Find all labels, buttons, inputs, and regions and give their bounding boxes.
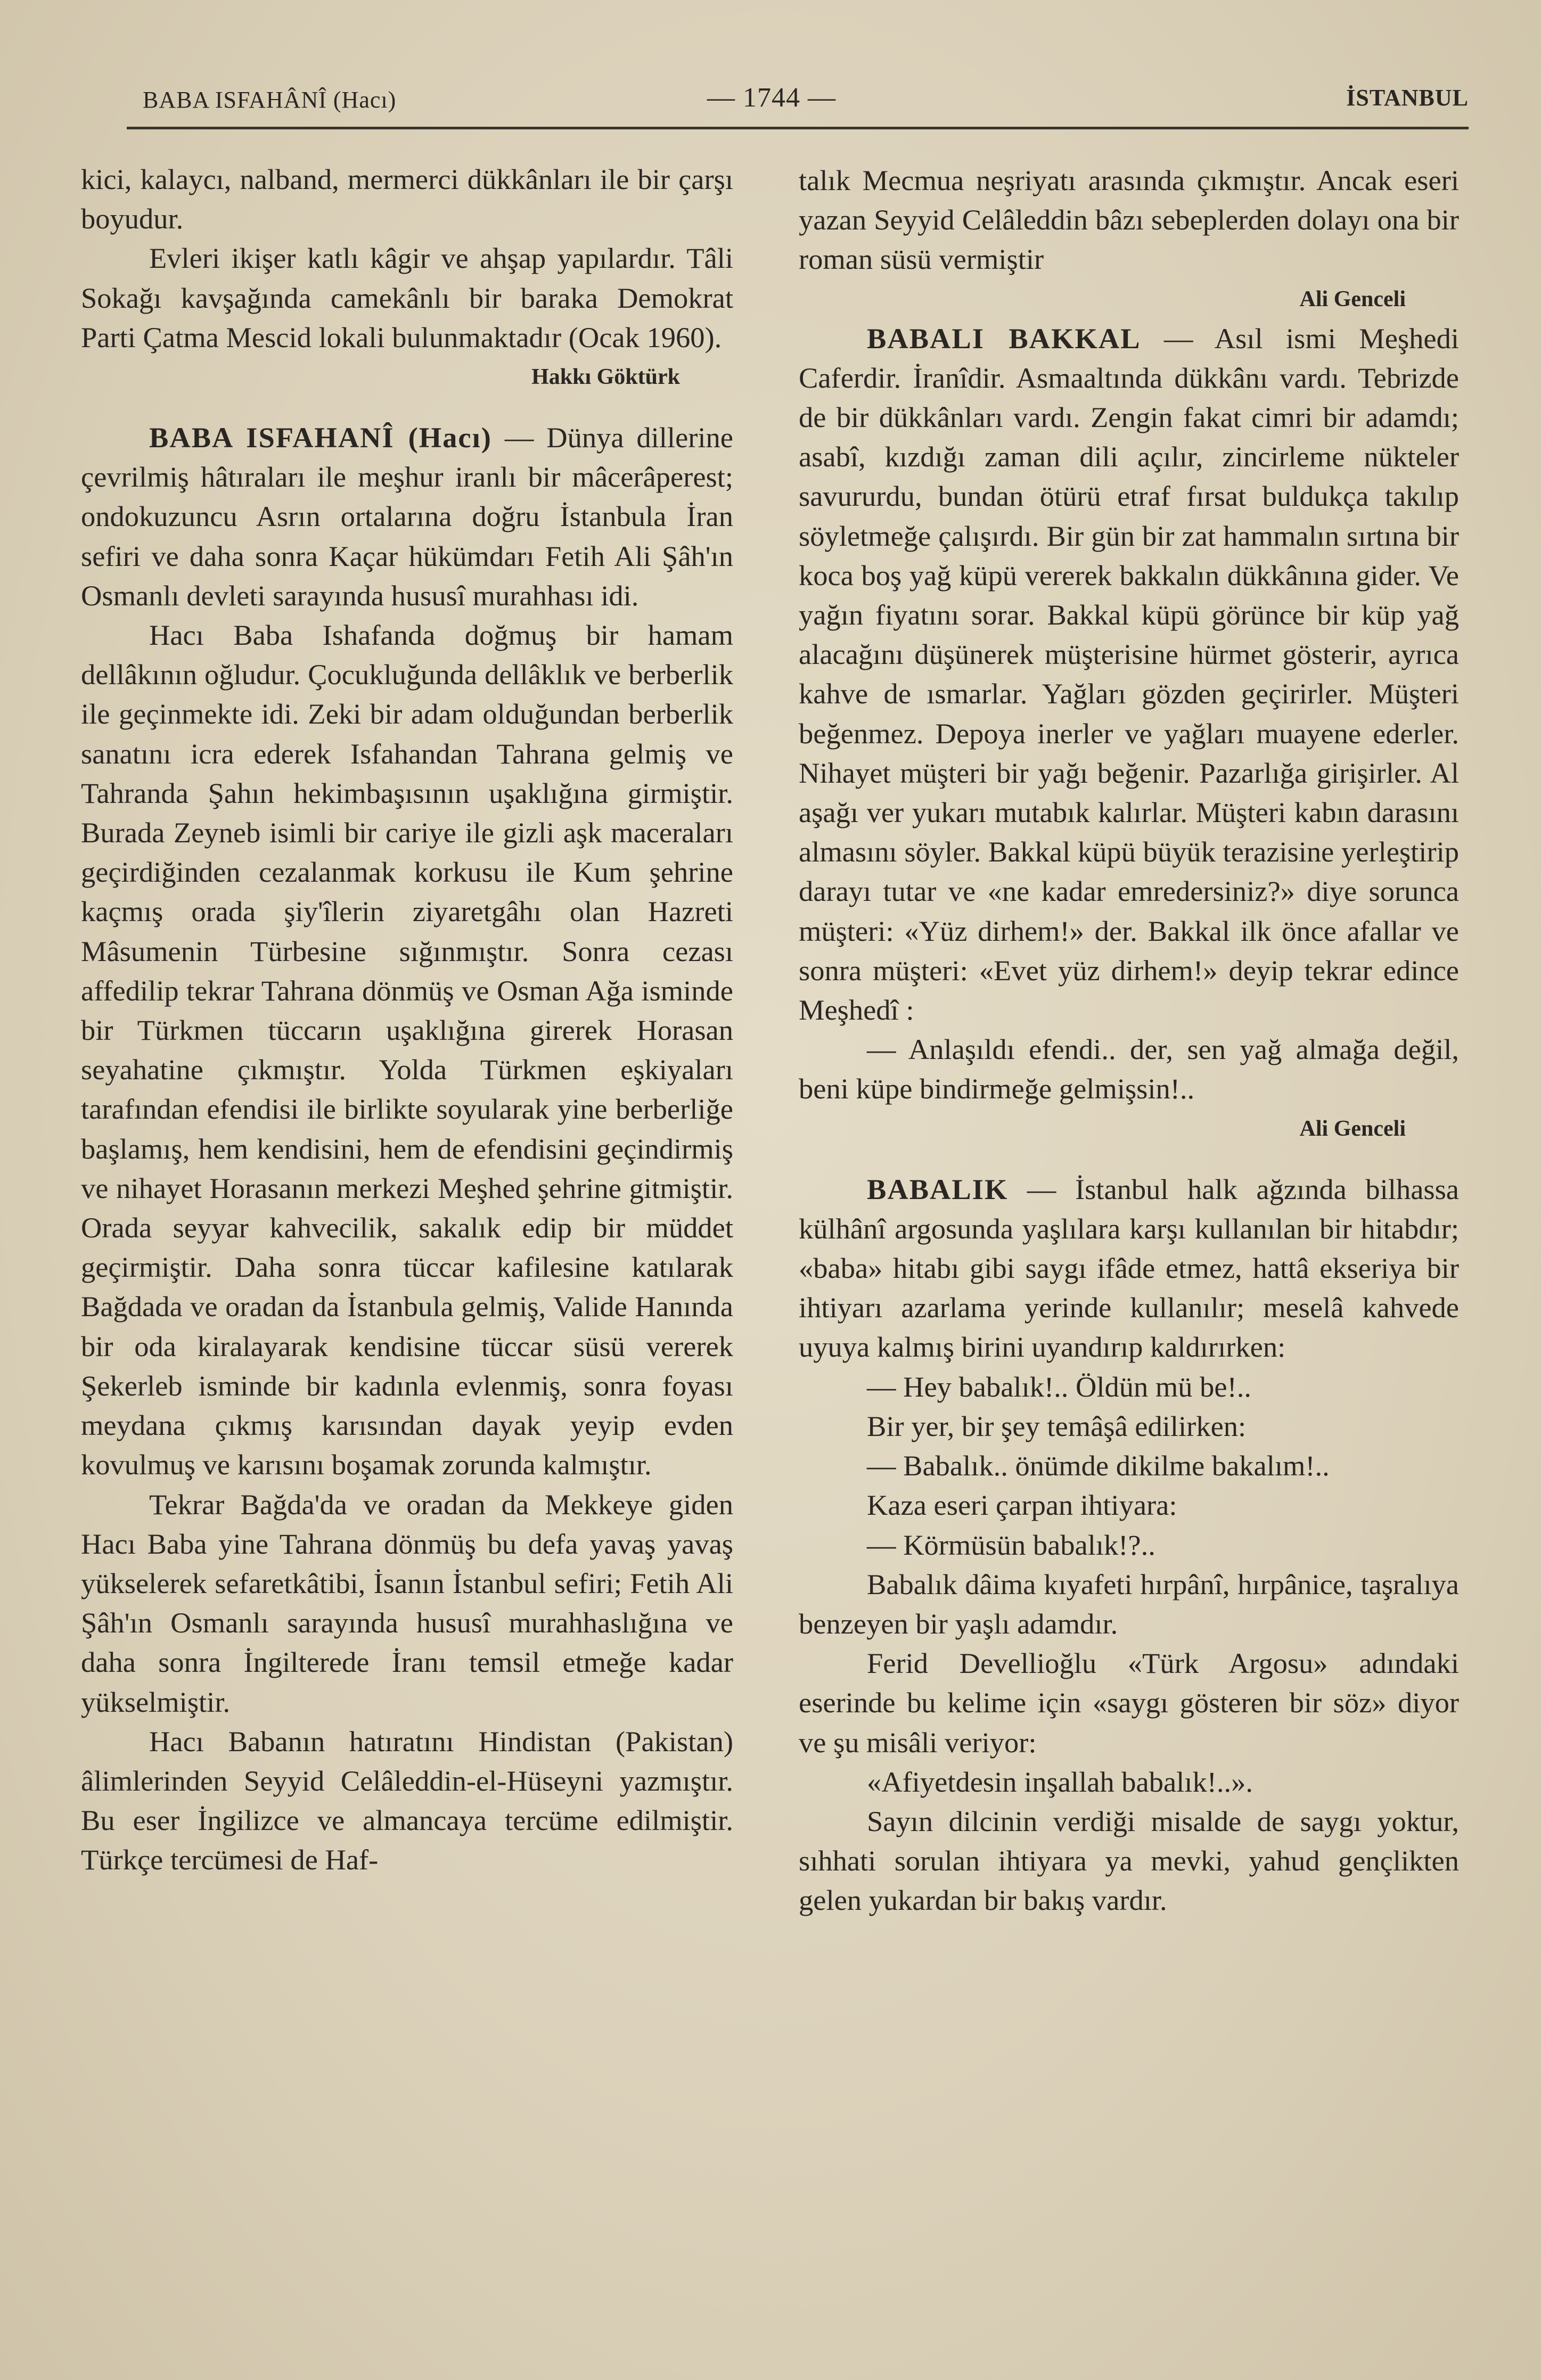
paragraph: Babalık dâima kıyafeti hırpânî, hırpânice, taşralıya benzeyen bir yaşlı adamdır. xyxy=(799,1567,1459,1640)
dialogue-line: Bir yer, bir şey temâşâ edilirken: xyxy=(867,1409,1247,1442)
paragraph: Ferid Devellioğlu «Türk Argosu» adındaki eserinde bu kelime için «saygı gösteren bir söz» diyor ve şu misâli veriyor: xyxy=(799,1647,1459,1759)
entry-babalik xyxy=(799,1170,1459,1367)
author-signature: Ali Genceli xyxy=(1299,1116,1406,1141)
running-head-entry: BABA ISFAHÂNÎ (Hacı) xyxy=(143,87,397,113)
author-signature: Ali Genceli xyxy=(1299,286,1406,311)
paragraph: Hacı Babanın hatıratını Hindistan (Pakistan) âlimlerinden Seyyid Celâleddin-el-Hüseyni yazmıştır. Bu eser İngilizce ve almancaya tercüme edilmiştir. Türkçe tercümesi de Haf- xyxy=(81,1725,733,1876)
page-number: — 1744 — xyxy=(707,83,836,113)
right-column xyxy=(799,161,1459,1921)
paragraph: Sayın dilcinin verdiği misalde de saygı yoktur, sıhhati sorulan ihtiyara ya mevki, yahud gençlikten gelen yukardan bir bakış vardır. xyxy=(799,1804,1459,1917)
dialogue-line: — Körmüsün babalık!?.. xyxy=(867,1528,1155,1561)
entry-text: — İstanbul halk ağzında bilhassa külhânî argosunda yaşlılara karşı kullanılan bir hitabdır; «baba» hitabı gibi saygı ifâde etmez, hattâ ekseriya bir ihtiyarı azarlama yerinde kullanılır; meselâ kahvede uyuya kalmış birini uyandırıp kaldırırken: xyxy=(799,1172,1459,1364)
paragraph: Evleri ikişer katlı kâgir ve ahşap yapılardır. Tâli Sokağı kavşağında camekânlı bir baraka Demokrat Parti Çatma Mescid lokali bulunmaktadır (Ocak 1960). xyxy=(81,242,733,354)
paragraph: Tekrar Bağda'da ve oradan da Mekkeye giden Hacı Baba yine Tahrana dönmüş bu defa yavaş yavaş yükselerek sefaretkâtibi, İsanın İstanbul sefiri; Fetih Ali Şâh'ın Osmanlı sarayında hususî murahhaslığına ve daha sonra İngilterede İranı temsil etmeğe kadar yükselmiştir. xyxy=(81,1488,733,1718)
dialogue-line: Kaza eseri çarpan ihtiyara: xyxy=(867,1489,1177,1522)
paragraph: — Anlaşıldı efendi.. der, sen yağ almağa değil, beni küpe bindirmeğe gelmişsin!.. xyxy=(799,1033,1459,1105)
running-head-volume: İSTANBUL xyxy=(1346,85,1469,111)
dialogue-line: — Hey babalık!.. Öldün mü be!.. xyxy=(867,1370,1251,1403)
entry-baba-isfahani xyxy=(81,418,733,615)
entry-text: — Dünya dillerine çevrilmiş hâtıraları ile meşhur iranlı bir mâcerâperest; ondokuzuncu Asrın ortalarına doğru İstanbula İran sefiri ve daha sonra Kaçar hükümdarı Fetih Ali Şâh'ın Osmanlı devleti sarayında hususî murahhası idi. xyxy=(81,421,733,612)
entry-babali-bakkal xyxy=(799,319,1459,1030)
page-header xyxy=(143,80,1469,117)
entry-title: BABA ISFAHANÎ (Hacı) xyxy=(149,421,492,454)
paragraph: Hacı Baba Ishafanda doğmuş bir hamam dellâkının oğludur. Çocukluğunda dellâklık ve berberlik ile geçinmekte idi. Zeki bir adam olduğundan berberlik sanatını icra ederek Isfahandan Tahrana gelmiş ve Tahranda Şahın hekimbaşısının uşaklığına girmiştir. Burada Zeyneb isimli bir cariye ile gizli aşk maceraları geçirdiğinden cezalanmak korkusu ile Kum şehrine kaçmış orada şiy'îlerin ziyaretgâhı olan Hazreti Mâsumenin Türbesine sığınmıştır. Sonra cezası affedilip tekrar Tahrana dönmüş ve Osman Ağa isminde bir Türkmen tüccarın uşaklığına girerek Horasan seyahatine çıkmıştır. Yolda Türkmen eşkiyaları tarafından efendisi ile birlikte soyularak yine berberliğe başlamış, hem kendisini, hem de efendisini geçindirmiş ve nihayet Horasanın merkezi Meşhed şehrine gitmiştir. Orada seyyar kahvecilik, sakalık edip bir müddet geçirmiştir. Daha sonra tüccar kafilesine katılarak Bağdada ve oradan da İstanbula gelmiş, Valide Hanında bir oda kiralayarak kendisine tüccar süsü vererek Şekerleb isminde bir kadınla evlenmiş, sonra foyası meydana çıkmış karısından dayak yeyip evden kovulmuş ve karısını boşamak zorunda kalmıştır. xyxy=(81,619,733,1481)
left-column xyxy=(81,160,733,1880)
entry-title: BABALIK xyxy=(867,1172,1009,1205)
quotation-line: «Afiyetdesin inşallah babalık!..». xyxy=(867,1765,1253,1798)
dialogue-line: — Babalık.. önümde dikilme bakalım!.. xyxy=(867,1449,1330,1482)
entry-title: BABALI BAKKAL xyxy=(867,322,1141,355)
paragraph: kici, kalaycı, nalband, mermerci dükkânları ile bir çarşı boyudur. xyxy=(81,163,733,235)
header-rule xyxy=(127,127,1469,129)
paragraph: talık Mecmua neşriyatı arasında çıkmıştır. Ancak eseri yazan Seyyid Celâleddin bâzı sebeplerden dolayı ona bir roman süsü vermiştir xyxy=(799,164,1459,276)
entry-text: — Asıl ismi Meşhedi Caferdir. İranîdir. Asmaaltında dükkânı vardı. Tebrizde de bir dükkânları vardı. Zengin fakat cimri bir adamdı; asabî, kızdığı zaman dili açılır, zincirleme nükteler savururdu, bundan ötürü etraf fırsat buldukça takılıp söyletmeğe çalışırdı. Bir gün bir zat hammalın sırtına bir koca boş yağ küpü vererek bakkalın dükkânına gider. Ve yağın fiyatını sorar. Bakkal küpü görünce bir küp yağ alacağını düşünerek müşterisine hürmet gösterir, ayrıca kahve de ısmarlar. Yağları gözden geçirirler. Müşteri beğenmez. Depoya inerler ve yağları muayene ederler. Nihayet müşteri bir yağı beğenir. Pazarlığa girişirler. Al aşağı ver yukarı mutabık kalırlar. Müşteri kabın darasını almasını söyler. Bakkal küpü büyük terazisine yerleştirip darayı tutar ve «ne kadar emredersiniz?» diye sorunca müşteri: «Yüz dirhem!» der. Bakkal ilk önce afallar ve sonra müşteri: «Evet yüz dirhem!» deyip tekrar edince Meşhedî : xyxy=(799,322,1459,1027)
author-signature: Hakkı Göktürk xyxy=(531,365,680,390)
